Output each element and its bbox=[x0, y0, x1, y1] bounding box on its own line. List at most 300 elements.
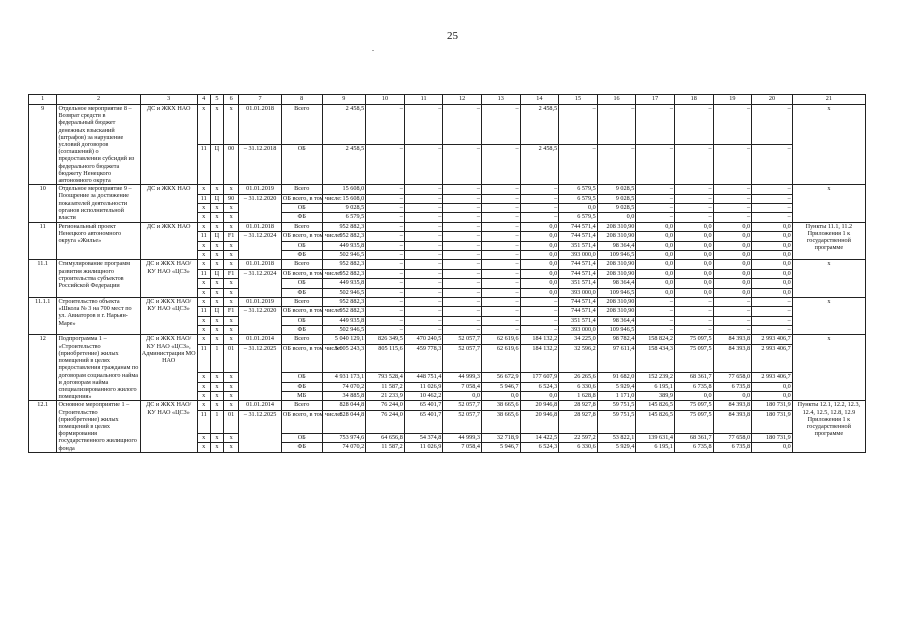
table-cell: 52 057,7 bbox=[443, 335, 482, 344]
table-cell: 952 882,3 bbox=[322, 307, 366, 316]
table-cell: – bbox=[404, 145, 443, 185]
table-cell: 1 bbox=[210, 344, 223, 372]
table-cell: – bbox=[481, 145, 520, 185]
table-cell: – bbox=[636, 105, 675, 145]
table-cell: x bbox=[197, 250, 210, 259]
table-cell: – bbox=[404, 250, 443, 259]
table-cell: – bbox=[481, 288, 520, 297]
table-cell: 145 826,5 bbox=[636, 410, 675, 433]
table-cell: 177 607,9 bbox=[520, 373, 559, 382]
table-cell: 10 bbox=[29, 185, 57, 223]
table-cell: x bbox=[224, 373, 239, 382]
column-number: 15 bbox=[559, 95, 598, 105]
table-cell: 0,0 bbox=[674, 222, 713, 231]
table-cell: ФБ bbox=[281, 288, 322, 297]
table-cell: 351 571,4 bbox=[559, 279, 598, 288]
table-cell: – bbox=[674, 145, 713, 185]
table-cell: x bbox=[210, 185, 223, 194]
table-cell: 11 bbox=[197, 194, 210, 203]
table-cell: x bbox=[210, 316, 223, 325]
table-cell: x bbox=[197, 260, 210, 269]
table-cell: – 31.12.2020 bbox=[239, 194, 282, 222]
table-cell: 0,0 bbox=[713, 260, 752, 269]
table-cell: x bbox=[210, 391, 223, 400]
table-cell: 9 028,5 bbox=[322, 204, 366, 213]
table-cell: – bbox=[443, 269, 482, 278]
table-cell: 393 000,0 bbox=[559, 250, 598, 259]
table-cell: 52 057,7 bbox=[443, 401, 482, 410]
table-cell: – bbox=[366, 185, 405, 194]
table-cell: – bbox=[713, 297, 752, 306]
table-cell: 0,0 bbox=[636, 260, 675, 269]
table-cell: – bbox=[713, 326, 752, 335]
table-cell: – bbox=[752, 297, 793, 306]
table-cell: – bbox=[636, 204, 675, 213]
table-cell: 0,0 bbox=[559, 204, 598, 213]
table-cell: 75 097,5 bbox=[674, 401, 713, 410]
table-cell: x bbox=[224, 222, 239, 231]
table-cell: 502 946,5 bbox=[322, 250, 366, 259]
table-cell: x bbox=[224, 213, 239, 222]
table-cell: x bbox=[210, 213, 223, 222]
table-cell: 98 782,4 bbox=[597, 335, 636, 344]
table-cell: – bbox=[713, 316, 752, 325]
table-cell: – 31.12.2025 bbox=[239, 344, 282, 400]
table-cell: – bbox=[713, 213, 752, 222]
table-cell: – bbox=[597, 145, 636, 185]
table-cell: 6 735,8 bbox=[674, 382, 713, 391]
table-cell: – bbox=[443, 297, 482, 306]
table-cell: Всего bbox=[281, 222, 322, 231]
table-cell: 0,0 bbox=[752, 260, 793, 269]
table-cell: ФБ bbox=[281, 326, 322, 335]
table-cell: Всего bbox=[281, 401, 322, 410]
table-cell: 449 935,8 bbox=[322, 279, 366, 288]
table-cell: x bbox=[210, 297, 223, 306]
table-cell: – bbox=[443, 241, 482, 250]
table-cell: 65 401,7 bbox=[404, 401, 443, 410]
table-cell: – bbox=[674, 185, 713, 194]
table-cell: – bbox=[713, 204, 752, 213]
table-cell: 744 571,4 bbox=[559, 269, 598, 278]
column-number: 10 bbox=[366, 95, 405, 105]
table-cell: 5 946,7 bbox=[481, 443, 520, 452]
table-cell: – bbox=[366, 194, 405, 203]
table-cell: 12 bbox=[29, 335, 57, 401]
table-cell: Всего bbox=[281, 260, 322, 269]
table-cell: 0,0 bbox=[713, 250, 752, 259]
table-cell: x bbox=[197, 373, 210, 382]
table-cell: 91 682,0 bbox=[597, 373, 636, 382]
table-cell: Всего bbox=[281, 335, 322, 344]
table-cell: 180 731,9 bbox=[752, 433, 793, 442]
table-cell: – bbox=[674, 204, 713, 213]
table-cell: 0,0 bbox=[520, 241, 559, 250]
table-cell: – bbox=[366, 105, 405, 145]
table-cell: – bbox=[481, 232, 520, 241]
table-cell: 208 310,90 bbox=[597, 297, 636, 306]
table-cell: 158 824,2 bbox=[636, 335, 675, 344]
table-cell: – bbox=[404, 288, 443, 297]
table-cell: – bbox=[520, 204, 559, 213]
table-cell: 109 946,5 bbox=[597, 326, 636, 335]
table-cell: 0,0 bbox=[636, 288, 675, 297]
table-cell: Пункты 12.1, 12.2, 12.3, 12.4, 12.5, 12.8, 12.9 Приложения 1 к государственной программе bbox=[792, 401, 865, 452]
table-cell: Всего bbox=[281, 297, 322, 306]
table-cell: 01.01.2019 bbox=[239, 297, 282, 306]
table-cell: – bbox=[443, 316, 482, 325]
table-cell: – bbox=[366, 145, 405, 185]
table-cell: ОБ bbox=[281, 279, 322, 288]
table-cell: ОБ bbox=[281, 241, 322, 250]
table-row bbox=[29, 222, 866, 231]
table-cell: 32 718,9 bbox=[481, 433, 520, 442]
table-cell: 11 bbox=[197, 232, 210, 241]
table-cell: – bbox=[752, 326, 793, 335]
table-cell: 0,0 bbox=[713, 269, 752, 278]
table-cell: 0,0 bbox=[752, 222, 793, 231]
table-cell: – bbox=[404, 185, 443, 194]
table-cell: – bbox=[752, 105, 793, 145]
table-cell: 2 993 406,7 bbox=[752, 373, 793, 382]
table-cell: 11 026,9 bbox=[404, 382, 443, 391]
table-cell: – bbox=[443, 222, 482, 231]
table-cell: 744 571,4 bbox=[559, 307, 598, 316]
table-cell: 6 579,5 bbox=[559, 185, 598, 194]
table-cell: 744 571,4 bbox=[559, 260, 598, 269]
table-cell: 109 946,5 bbox=[597, 288, 636, 297]
table-cell: – bbox=[443, 307, 482, 316]
table-cell: x bbox=[224, 185, 239, 194]
table-cell: 0,0 bbox=[752, 250, 793, 259]
table-cell: x bbox=[224, 260, 239, 269]
table-cell: ОБ bbox=[281, 204, 322, 213]
table-cell: Пункты 11.1, 11.2 Приложения 1 к государственной программе bbox=[792, 222, 865, 260]
table-cell: – bbox=[636, 316, 675, 325]
table-cell: 9 028,5 bbox=[597, 204, 636, 213]
table-cell: – bbox=[752, 213, 793, 222]
table-cell: 26 265,6 bbox=[559, 373, 598, 382]
table-cell: x bbox=[224, 279, 239, 288]
table-cell: x bbox=[197, 433, 210, 442]
table-cell: x bbox=[792, 105, 865, 185]
column-number: 3 bbox=[140, 95, 197, 105]
table-cell: – bbox=[404, 260, 443, 269]
table-cell: 01.01.2018 bbox=[239, 105, 282, 145]
table-cell: 84 393,8 bbox=[713, 344, 752, 372]
table-cell: – bbox=[404, 297, 443, 306]
table-cell: 15 608,0 bbox=[322, 185, 366, 194]
table-cell: – bbox=[674, 213, 713, 222]
table-cell: – bbox=[404, 307, 443, 316]
table-cell: – bbox=[520, 213, 559, 222]
table-cell: – bbox=[443, 145, 482, 185]
table-cell: – bbox=[481, 269, 520, 278]
table-cell: 0,0 bbox=[520, 222, 559, 231]
table-cell: x bbox=[224, 105, 239, 145]
table-cell: x bbox=[197, 326, 210, 335]
table-cell: 826 349,5 bbox=[366, 335, 405, 344]
table-cell: 53 822,1 bbox=[597, 433, 636, 442]
table-cell: – bbox=[752, 185, 793, 194]
table-cell: x bbox=[197, 391, 210, 400]
table-cell: – bbox=[713, 194, 752, 203]
table-cell: 28 927,8 bbox=[559, 401, 598, 410]
table-cell: 6 524,3 bbox=[520, 443, 559, 452]
table-cell: 805 115,6 bbox=[366, 344, 405, 372]
header-row bbox=[29, 95, 866, 105]
table-cell: – bbox=[404, 232, 443, 241]
table-cell: – bbox=[366, 232, 405, 241]
table-cell: 2 458,5 bbox=[520, 105, 559, 145]
table-cell: – bbox=[636, 194, 675, 203]
table-cell: 0,0 bbox=[752, 241, 793, 250]
table-cell: x bbox=[792, 185, 865, 223]
table-cell: – 31.12.2024 bbox=[239, 232, 282, 260]
table-cell: 14 422,5 bbox=[520, 433, 559, 442]
table-cell: 0,0 bbox=[752, 443, 793, 452]
table-cell: 0,0 bbox=[752, 279, 793, 288]
table-cell: 744 571,4 bbox=[559, 222, 598, 231]
table-cell: 5 005 243,3 bbox=[322, 344, 366, 372]
table-cell: Подпрограмма 1 – «Строительство (приобретение) жилых помещений в целях предоставления гражданам по договорам социального найма и договорам найма специализированного жилого помещения» bbox=[58, 335, 139, 401]
table-cell: Основное мероприятие 1 – Строительство (приобретение) жилых помещений в целях формирования государственного жилищного фонда bbox=[57, 401, 140, 452]
table-cell: – bbox=[366, 204, 405, 213]
table-cell: – bbox=[404, 269, 443, 278]
table-cell: 5 929,4 bbox=[597, 382, 636, 391]
table-cell: x bbox=[210, 250, 223, 259]
table-cell: 56 672,9 bbox=[481, 373, 520, 382]
table-cell: 7 058,4 bbox=[443, 382, 482, 391]
table-cell: x bbox=[224, 391, 239, 400]
table-cell: – bbox=[481, 204, 520, 213]
table-cell: x bbox=[210, 222, 223, 231]
table-cell: – bbox=[366, 288, 405, 297]
table-cell: x bbox=[197, 401, 210, 410]
table-cell: ДС и ЖКХ НАО bbox=[140, 222, 197, 260]
table-cell: ФБ bbox=[281, 250, 322, 259]
table-cell: – bbox=[481, 279, 520, 288]
table-cell: Ц bbox=[210, 307, 223, 316]
table-cell: 76 244,0 bbox=[366, 410, 405, 433]
table-cell: 11 bbox=[197, 145, 210, 185]
table-cell: – bbox=[481, 297, 520, 306]
column-number: 1 bbox=[29, 95, 57, 105]
table-cell: 6 330,6 bbox=[559, 443, 598, 452]
table-cell: 11 026,9 bbox=[404, 443, 443, 452]
table-cell: x bbox=[224, 288, 239, 297]
table-cell: – bbox=[752, 307, 793, 316]
table-cell: x bbox=[210, 433, 223, 442]
table-cell: x bbox=[197, 222, 210, 231]
table-cell: – bbox=[674, 297, 713, 306]
table-cell: ОБ всего, в том числе: bbox=[282, 307, 342, 315]
table-cell: x bbox=[792, 335, 865, 401]
table-cell: x bbox=[197, 382, 210, 391]
table-cell: – bbox=[366, 269, 405, 278]
table-cell: 0,0 bbox=[636, 250, 675, 259]
table-cell: 502 946,5 bbox=[322, 288, 366, 297]
table-cell: – bbox=[752, 204, 793, 213]
table-cell: – bbox=[752, 316, 793, 325]
table-cell: x bbox=[197, 279, 210, 288]
table-cell: 448 751,4 bbox=[404, 373, 443, 382]
table-cell: 0,0 bbox=[636, 269, 675, 278]
table-cell: 38 665,6 bbox=[481, 410, 520, 433]
table-cell: 21 233,9 bbox=[366, 391, 405, 400]
table-cell: – bbox=[520, 307, 559, 316]
table-cell: 90 bbox=[224, 194, 239, 203]
table-cell: 208 310,90 bbox=[597, 307, 636, 316]
table-cell: МБ bbox=[281, 391, 322, 400]
table-cell: – bbox=[366, 260, 405, 269]
table-cell: 11 bbox=[29, 222, 57, 260]
table-cell: – bbox=[443, 279, 482, 288]
table-cell: 0,0 bbox=[713, 288, 752, 297]
table-cell: Стимулирование программ развития жилищного строительства субъектов Российской Федерации bbox=[57, 260, 140, 298]
table-cell: 75 097,5 bbox=[674, 335, 713, 344]
table-cell: – bbox=[443, 185, 482, 194]
column-number: 17 bbox=[636, 95, 675, 105]
column-number: 6 bbox=[224, 95, 239, 105]
table-cell: 11.1 bbox=[29, 260, 57, 298]
table-cell: – bbox=[366, 213, 405, 222]
table-cell: 0,0 bbox=[674, 260, 713, 269]
table-cell: – bbox=[443, 105, 482, 145]
table-cell: Отдельное мероприятие 9 – Поощрение за достижение показателей деятельности органов исполнительной власти bbox=[57, 185, 140, 223]
table-cell: 393 000,0 bbox=[559, 288, 598, 297]
table-cell: 0,0 bbox=[674, 269, 713, 278]
table-cell: – bbox=[636, 326, 675, 335]
program-funding-table bbox=[28, 94, 866, 453]
table-cell: 76 244,0 bbox=[366, 401, 405, 410]
table-cell: 6 524,3 bbox=[520, 382, 559, 391]
table-cell: 184 132,2 bbox=[520, 335, 559, 344]
table-cell: 793 528,4 bbox=[366, 373, 405, 382]
table-cell: x bbox=[224, 326, 239, 335]
table-cell: 351 571,4 bbox=[559, 241, 598, 250]
table-cell: 00 bbox=[224, 145, 239, 185]
table-cell: – bbox=[481, 241, 520, 250]
table-cell: 2 993 406,7 bbox=[752, 335, 793, 344]
table-cell: ДС и ЖКХ НАО bbox=[140, 105, 197, 185]
table-cell: 01 bbox=[224, 410, 239, 433]
table-cell: 6 195,1 bbox=[636, 443, 675, 452]
table-cell: – bbox=[481, 222, 520, 231]
table-cell: – bbox=[404, 279, 443, 288]
table-cell: 0,0 bbox=[713, 222, 752, 231]
table-cell: – bbox=[404, 241, 443, 250]
table-cell: ДС и ЖКХ НАО/ КУ НАО «ЦСЗ» bbox=[140, 260, 197, 298]
table-cell: 0,0 bbox=[520, 250, 559, 259]
table-cell: 52 057,7 bbox=[443, 410, 482, 433]
table-cell: Ц bbox=[210, 232, 223, 241]
table-cell: – bbox=[713, 105, 752, 145]
table-cell: 459 778,3 bbox=[404, 344, 443, 372]
table-cell: – bbox=[674, 194, 713, 203]
table-cell: – bbox=[520, 194, 559, 203]
table-cell: – bbox=[366, 307, 405, 316]
table-cell: x bbox=[210, 204, 223, 213]
table-cell: 2 993 406,7 bbox=[752, 344, 793, 372]
table-cell: x bbox=[197, 213, 210, 222]
table-cell: 52 057,7 bbox=[443, 344, 482, 372]
table-cell: 9 bbox=[29, 105, 57, 185]
column-number: 16 bbox=[597, 95, 636, 105]
table-cell: x bbox=[210, 443, 223, 452]
table-cell: – bbox=[481, 326, 520, 335]
table-cell: 6 735,8 bbox=[713, 382, 752, 391]
table-cell: 0,0 bbox=[752, 382, 793, 391]
table-cell: ДС и ЖКХ НАО/ КУ НАО «ЦСЗ» bbox=[140, 401, 197, 452]
table-cell: 952 882,3 bbox=[322, 297, 366, 306]
table-row bbox=[29, 401, 866, 410]
table-cell: x bbox=[197, 185, 210, 194]
column-number: 20 bbox=[752, 95, 793, 105]
table-cell: Ц bbox=[210, 145, 223, 185]
table-cell: 145 826,5 bbox=[636, 401, 675, 410]
table-cell: – bbox=[481, 105, 520, 145]
table-cell: – bbox=[404, 105, 443, 145]
table-cell: x bbox=[210, 373, 223, 382]
table-cell: 0,0 bbox=[752, 269, 793, 278]
table-cell: 351 571,4 bbox=[559, 316, 598, 325]
table-cell: – bbox=[481, 316, 520, 325]
column-number: 14 bbox=[520, 95, 559, 105]
table-cell: ОБ всего, в том числе: bbox=[281, 344, 322, 372]
table-cell: F1 bbox=[224, 232, 239, 241]
table-cell: x bbox=[792, 297, 865, 335]
table-cell: 84 393,8 bbox=[713, 410, 752, 433]
table-cell: x bbox=[210, 335, 223, 344]
table-cell: 449 935,8 bbox=[322, 316, 366, 325]
column-number: 12 bbox=[443, 95, 482, 105]
table-cell: x bbox=[224, 382, 239, 391]
table-cell: Региональный проект Ненецкого автономного округа «Жилье» bbox=[57, 222, 140, 260]
table-cell: x bbox=[197, 443, 210, 452]
table-cell: ДС и ЖКХ НАО/ КУ НАО «ЦСЗ» bbox=[140, 297, 197, 335]
table-cell: x bbox=[197, 105, 210, 145]
table-cell: 0,0 bbox=[520, 391, 559, 400]
table-cell: x bbox=[210, 105, 223, 145]
table-cell: x bbox=[224, 204, 239, 213]
column-number: 13 bbox=[481, 95, 520, 105]
table-cell: – bbox=[636, 307, 675, 316]
table-row bbox=[29, 105, 866, 145]
table-cell: 109 946,5 bbox=[597, 250, 636, 259]
table-cell: – 31.12.2018 bbox=[239, 145, 282, 185]
table-cell: 11 587,2 bbox=[366, 382, 405, 391]
table-cell: 1 171,0 bbox=[597, 391, 636, 400]
table-cell: 84 393,8 bbox=[713, 401, 752, 410]
table-cell: 75 097,5 bbox=[674, 344, 713, 372]
table-cell: 20 946,8 bbox=[520, 401, 559, 410]
table-cell: 952 882,3 bbox=[322, 260, 366, 269]
table-cell: 11 587,2 bbox=[366, 443, 405, 452]
table-cell: ДС и ЖКХ НАО bbox=[140, 185, 197, 223]
table-cell: – bbox=[404, 213, 443, 222]
table-cell: – bbox=[520, 326, 559, 335]
table-cell: x bbox=[224, 316, 239, 325]
table-cell: Отдельное мероприятие 8 – Возврат средств в федеральный бюджет денежных взысканий (штрафов) за нарушение условий договоров (соглашений) о предоставлении субсидий из федерального бюджета бюджету Ненецкого автономного округа bbox=[57, 105, 140, 185]
table-cell: 139 631,4 bbox=[636, 433, 675, 442]
table-cell: 38 665,6 bbox=[481, 401, 520, 410]
table-cell: 1 bbox=[210, 410, 223, 433]
table-cell: – bbox=[636, 145, 675, 185]
table-cell: 6 579,5 bbox=[322, 213, 366, 222]
table-cell: – bbox=[366, 297, 405, 306]
table-cell: – bbox=[404, 204, 443, 213]
